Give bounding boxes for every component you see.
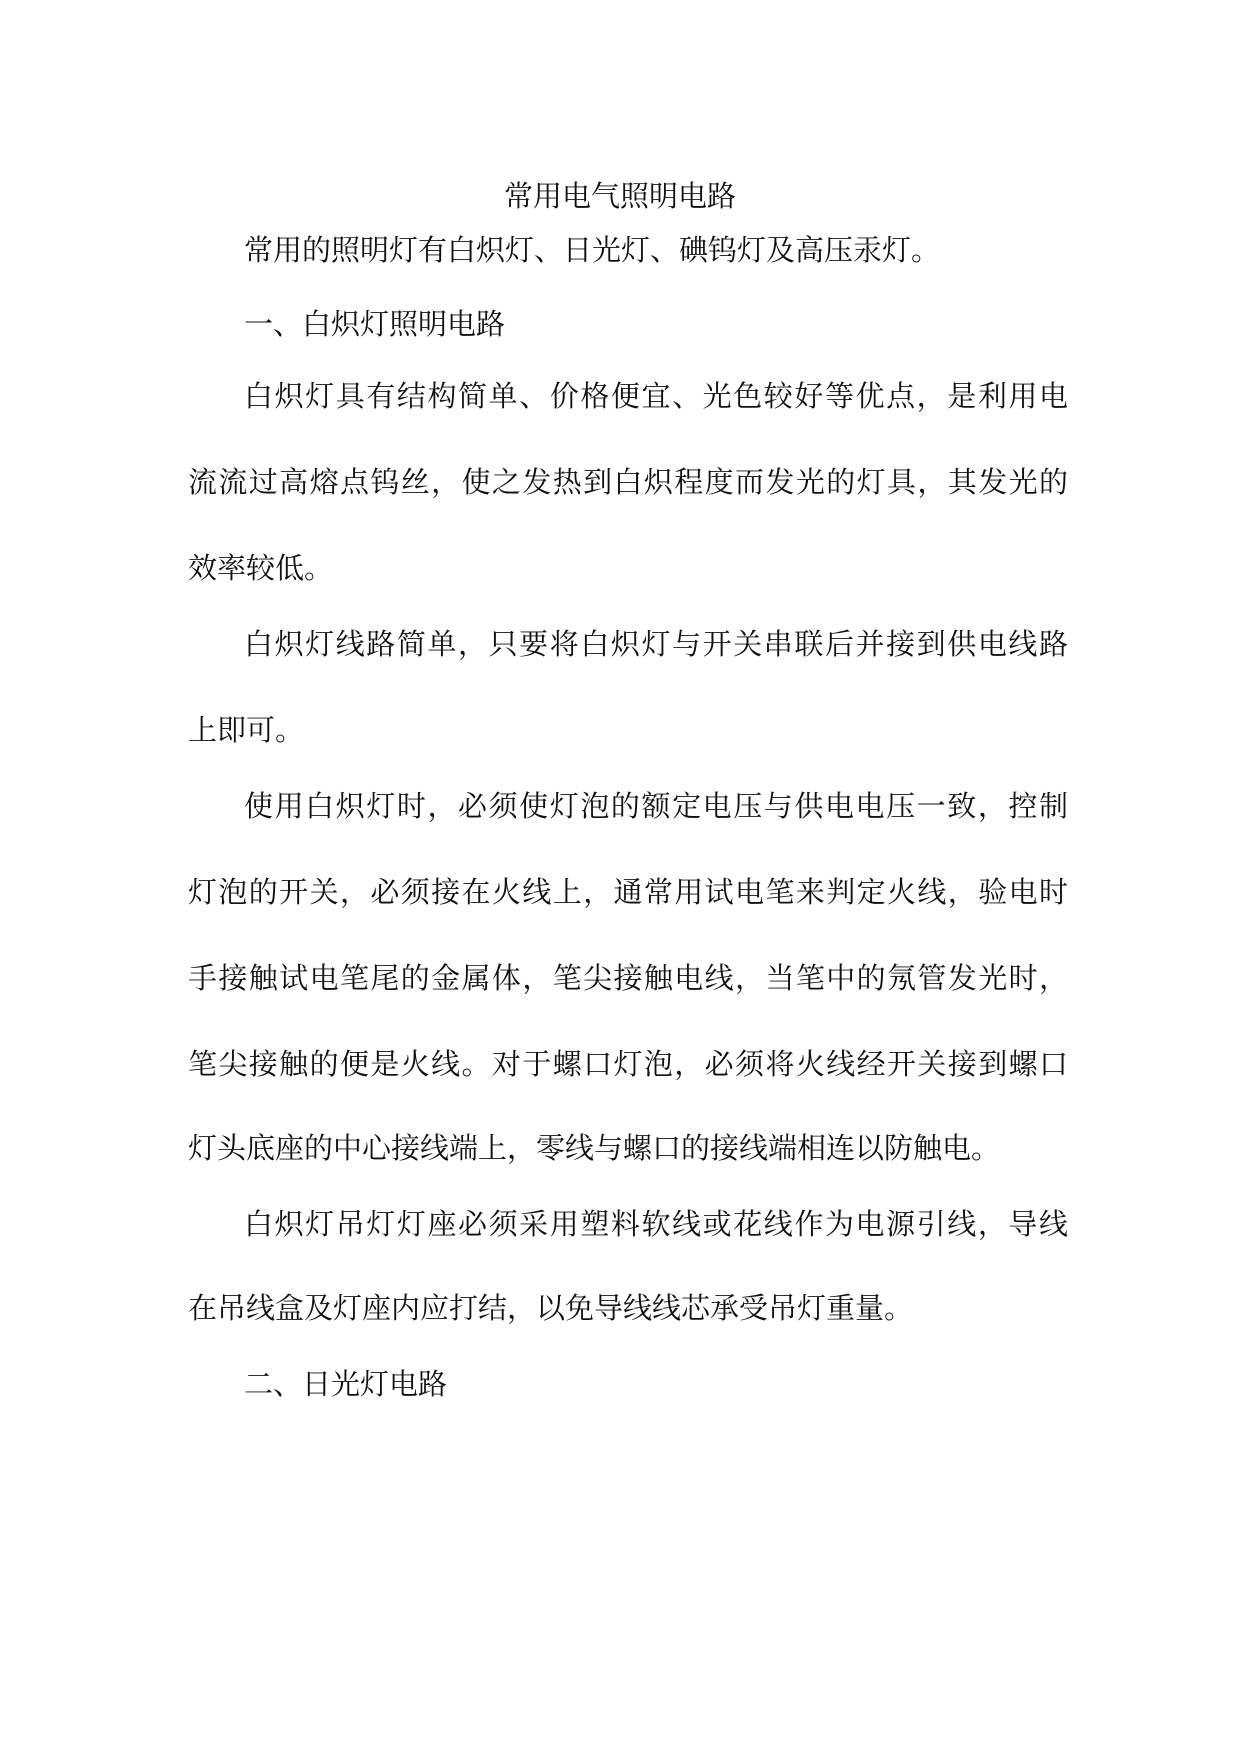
- paragraph-line: 白炽灯具有结构简单、价格便宜、光色较好等优点，是利用电: [244, 379, 1068, 413]
- paragraph-line: 白炽灯线路简单，只要将白炽灯与开关串联后并接到供电线路: [244, 627, 1068, 661]
- section-heading-incandescent: 一、白炽灯照明电路: [244, 307, 506, 341]
- paragraph-line: 在吊线盒及灯座内应打结，以免导线线芯承受吊灯重量。: [188, 1291, 914, 1325]
- paragraph-line: 手接触试电笔尾的金属体，笔尖接触电线，当笔中的氖管发光时，: [188, 961, 1068, 995]
- paragraph-line: 流流过高熔点钨丝，使之发热到白炽程度而发光的灯具，其发光的: [188, 465, 1068, 499]
- paragraph-line: 笔尖接触的便是火线。对于螺口灯泡，必须将火线经开关接到螺口: [188, 1047, 1068, 1081]
- paragraph-line: 使用白炽灯时，必须使灯泡的额定电压与供电电压一致，控制: [244, 789, 1068, 823]
- document-title: 常用电气照明电路: [503, 179, 736, 213]
- section-heading-fluorescent: 二、日光灯电路: [244, 1367, 448, 1401]
- paragraph-line: 灯头底座的中心接线端上，零线与螺口的接线端相连以防触电。: [188, 1131, 1001, 1165]
- paragraph-line: 上即可。: [188, 713, 305, 747]
- paragraph-line: 灯泡的开关，必须接在火线上，通常用试电笔来判定火线，验电时: [188, 875, 1068, 909]
- paragraph-line: 效率较低。: [188, 551, 334, 585]
- intro-paragraph: 常用的照明灯有白炽灯、日光灯、碘钨灯及高压汞灯。: [244, 233, 941, 267]
- paragraph-line: 白炽灯吊灯灯座必须采用塑料软线或花线作为电源引线，导线: [244, 1207, 1068, 1241]
